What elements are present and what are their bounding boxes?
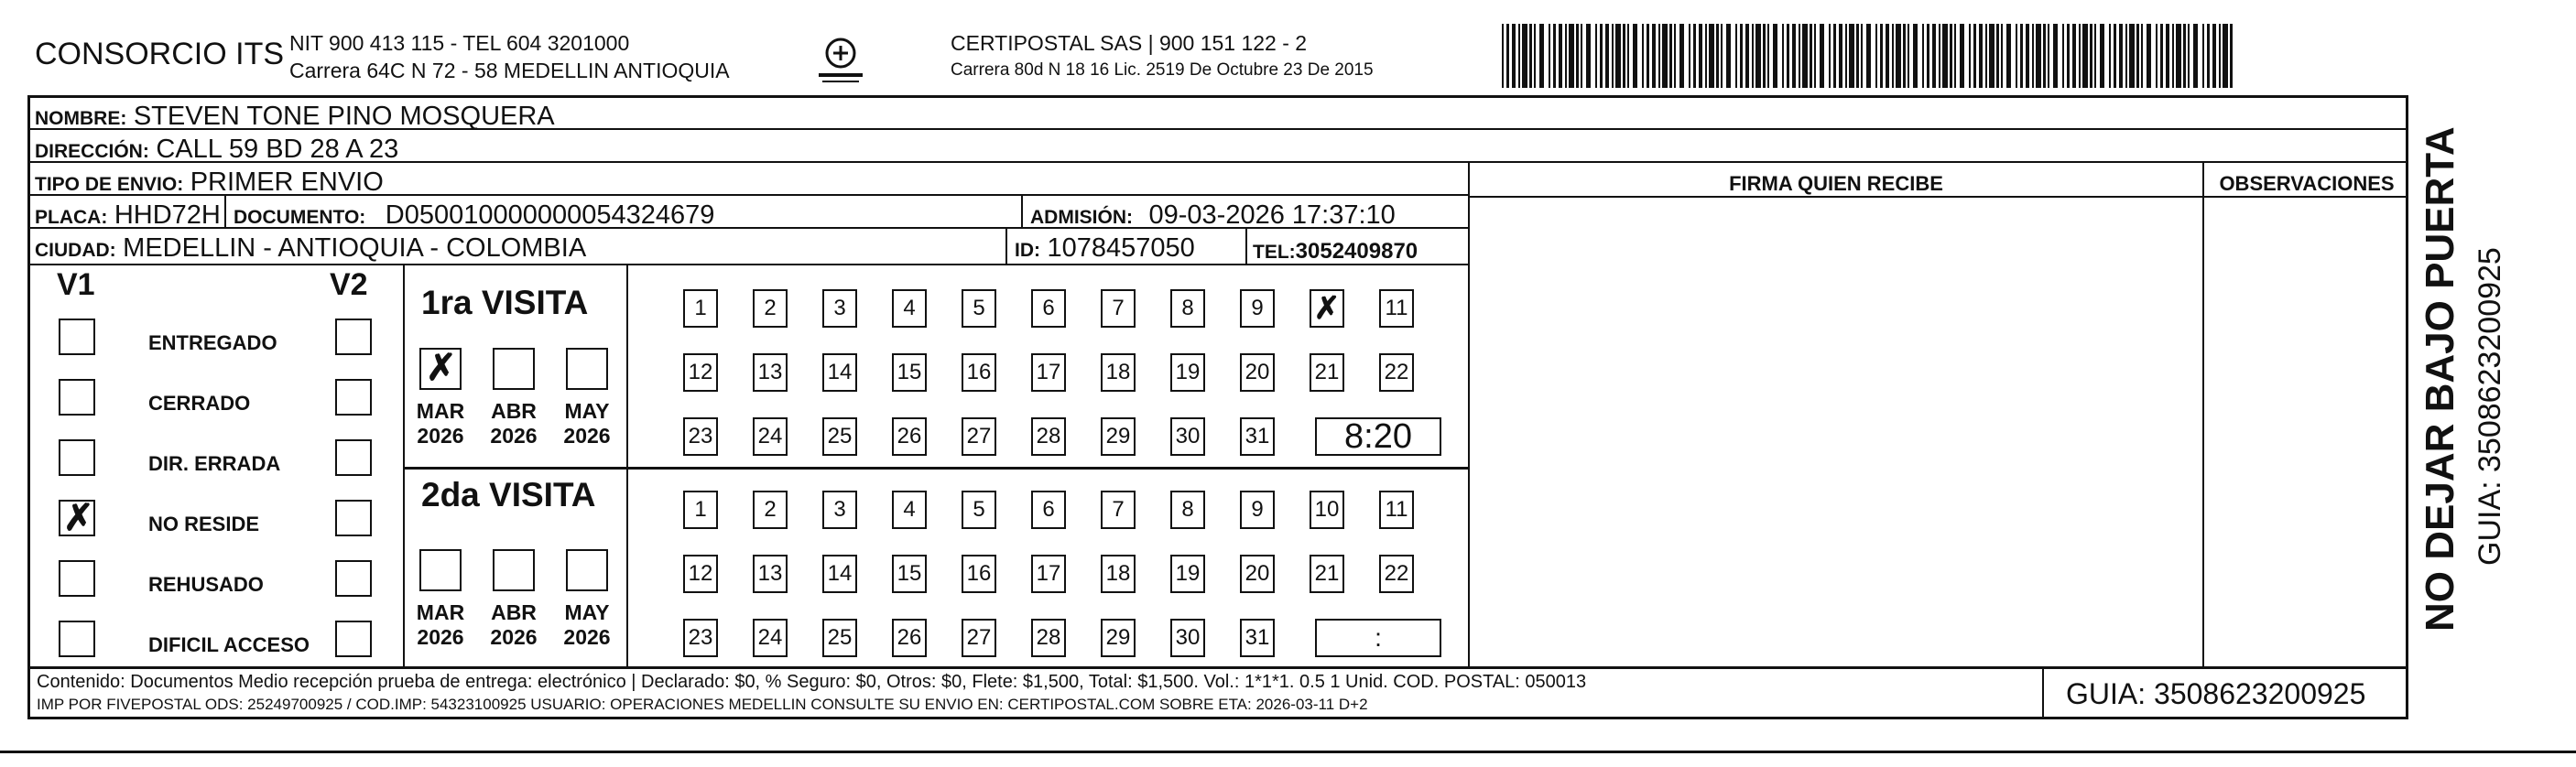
month-checkbox-abr[interactable] bbox=[493, 348, 535, 390]
day-box-28[interactable]: 28 bbox=[1031, 417, 1066, 456]
day-box-8[interactable]: 8 bbox=[1170, 491, 1205, 529]
status-label: CERRADO bbox=[148, 392, 251, 415]
day-box-24[interactable]: 24 bbox=[753, 619, 788, 657]
day-box-11[interactable]: 11 bbox=[1379, 491, 1414, 529]
day-box-7[interactable]: 7 bbox=[1101, 491, 1136, 529]
ciudad-label: CIUDAD: bbox=[35, 240, 116, 261]
month-label: ABR 2026 bbox=[490, 399, 538, 448]
obs-left-border bbox=[2202, 163, 2204, 666]
month-label: MAR 2026 bbox=[416, 600, 465, 649]
v2-checkbox-4[interactable] bbox=[335, 500, 372, 536]
tel-value: 3052409870 bbox=[1295, 239, 1418, 264]
status-area bbox=[27, 265, 405, 668]
day-box-13[interactable]: 13 bbox=[753, 555, 788, 593]
v2-checkbox-1[interactable] bbox=[335, 319, 372, 355]
day-box-15[interactable]: 15 bbox=[892, 555, 927, 593]
day-box-26[interactable]: 26 bbox=[892, 417, 927, 456]
second-visit-time[interactable]: : bbox=[1315, 619, 1441, 657]
month-checkbox-may[interactable] bbox=[566, 549, 608, 591]
month-checkbox-mar[interactable] bbox=[419, 348, 462, 390]
placa-row bbox=[27, 196, 1470, 229]
day-box-14[interactable]: 14 bbox=[822, 555, 857, 593]
day-box-10[interactable]: 10 bbox=[1310, 491, 1344, 529]
month-label: ABR 2026 bbox=[490, 600, 538, 649]
id-value: 1078457050 bbox=[1047, 233, 1195, 263]
day-box-6[interactable]: 6 bbox=[1031, 491, 1066, 529]
day-box-23[interactable]: 23 bbox=[683, 619, 718, 657]
day-box-9[interactable]: 9 bbox=[1240, 289, 1275, 328]
tipo-row bbox=[27, 163, 1470, 196]
day-box-19[interactable]: 19 bbox=[1170, 353, 1205, 392]
v1-checkbox-2[interactable] bbox=[59, 379, 95, 416]
day-box-4[interactable]: 4 bbox=[892, 491, 927, 529]
v1-checkbox-6[interactable] bbox=[59, 621, 95, 657]
day-box-27[interactable]: 27 bbox=[962, 619, 996, 657]
certipostal-logo-icon bbox=[811, 33, 870, 92]
day-box-14[interactable]: 14 bbox=[822, 353, 857, 392]
day-box-17[interactable]: 17 bbox=[1031, 353, 1066, 392]
status-label: REHUSADO bbox=[148, 573, 264, 596]
day-box-1[interactable]: 1 bbox=[683, 289, 718, 328]
month-label: MAY 2026 bbox=[563, 399, 611, 448]
day-box-21[interactable]: 21 bbox=[1310, 555, 1344, 593]
v1-checkbox-4[interactable] bbox=[59, 500, 95, 536]
day-box-12[interactable]: 12 bbox=[683, 353, 718, 392]
day-box-21[interactable]: 21 bbox=[1310, 353, 1344, 392]
day-box-12[interactable]: 12 bbox=[683, 555, 718, 593]
day-box-31[interactable]: 31 bbox=[1240, 417, 1275, 456]
carrier-license: Carrera 80d N 18 16 Lic. 2519 De Octubre 23 De 2015 bbox=[951, 60, 1374, 80]
day-box-18[interactable]: 18 bbox=[1101, 353, 1136, 392]
nombre-value: STEVEN TONE PINO MOSQUERA bbox=[133, 102, 555, 131]
day-box-16[interactable]: 16 bbox=[962, 353, 996, 392]
visit-divider bbox=[626, 265, 628, 668]
day-box-20[interactable]: 20 bbox=[1240, 555, 1275, 593]
v2-checkbox-5[interactable] bbox=[335, 560, 372, 597]
day-box-18[interactable]: 18 bbox=[1101, 555, 1136, 593]
day-box-7[interactable]: 7 bbox=[1101, 289, 1136, 328]
day-box-9[interactable]: 9 bbox=[1240, 491, 1275, 529]
day-box-17[interactable]: 17 bbox=[1031, 555, 1066, 593]
day-box-10[interactable] bbox=[1310, 289, 1344, 328]
day-box-25[interactable]: 25 bbox=[822, 417, 857, 456]
status-label: DIFICIL ACCESO bbox=[148, 633, 310, 656]
day-box-3[interactable]: 3 bbox=[822, 491, 857, 529]
placa-value: HHD72H bbox=[114, 200, 221, 230]
day-box-8[interactable]: 8 bbox=[1170, 289, 1205, 328]
day-box-23[interactable]: 23 bbox=[683, 417, 718, 456]
company-name: CONSORCIO ITS bbox=[35, 37, 285, 71]
second-visit-title: 2da VISITA bbox=[421, 476, 596, 513]
check-mark-icon: ✗ bbox=[63, 498, 94, 538]
status-label: NO RESIDE bbox=[148, 513, 260, 535]
footer-line2: IMP POR FIVEPOSTAL ODS: 25249700925 / COD.IMP: 54323100925 USUARIO: OPERACIONES MEDELLIN CONSULTE SU ENVIO EN: CERTIPOSTAL.COM SOBRE ETA: 2026-03-11 D+2 bbox=[37, 696, 1368, 713]
v2-checkbox-3[interactable] bbox=[335, 439, 372, 476]
status-label: ENTREGADO bbox=[148, 331, 277, 354]
month-checkbox-mar[interactable] bbox=[419, 549, 462, 591]
nit-line: NIT 900 413 115 - TEL 604 3201000 bbox=[289, 31, 630, 55]
tipo-label: TIPO DE ENVIO: bbox=[35, 174, 184, 195]
firma-divider bbox=[1470, 196, 2408, 198]
month-label: MAY 2026 bbox=[563, 600, 611, 649]
carrier-info bbox=[951, 29, 1374, 84]
documento-label: DOCUMENTO: bbox=[234, 207, 366, 228]
day-box-15[interactable]: 15 bbox=[892, 353, 927, 392]
firma-label: FIRMA QUIEN RECIBE bbox=[1729, 172, 1943, 195]
day-box-3[interactable]: 3 bbox=[822, 289, 857, 328]
month-label: MAR 2026 bbox=[416, 399, 465, 448]
day-box-31[interactable]: 31 bbox=[1240, 619, 1275, 657]
direccion-label: DIRECCIÓN: bbox=[35, 141, 149, 162]
day-box-2[interactable]: 2 bbox=[753, 289, 788, 328]
footer-guia: GUIA: 3508623200925 bbox=[2066, 677, 2366, 710]
check-mark-icon: ✗ bbox=[1313, 291, 1341, 326]
day-box-28[interactable]: 28 bbox=[1031, 619, 1066, 657]
day-box-5[interactable]: 5 bbox=[962, 289, 996, 328]
day-box-30[interactable]: 30 bbox=[1170, 417, 1205, 456]
day-box-22[interactable]: 22 bbox=[1379, 555, 1414, 593]
v2-checkbox-2[interactable] bbox=[335, 379, 372, 416]
day-box-2[interactable]: 2 bbox=[753, 491, 788, 529]
company-info bbox=[289, 29, 730, 84]
day-box-22[interactable]: 22 bbox=[1379, 353, 1414, 392]
id-label: ID: bbox=[1015, 240, 1040, 261]
page-bottom-edge bbox=[0, 751, 2576, 753]
status-label: DIR. ERRADA bbox=[148, 452, 281, 475]
first-visit-title: 1ra VISITA bbox=[421, 284, 589, 321]
day-box-4[interactable]: 4 bbox=[892, 289, 927, 328]
month-checkbox-may[interactable] bbox=[566, 348, 608, 390]
tipo-value: PRIMER ENVIO bbox=[190, 167, 384, 197]
company-address: Carrera 64C N 72 - 58 MEDELLIN ANTIOQUIA bbox=[289, 59, 730, 82]
side-notice: NO DEJAR BAJO PUERTA bbox=[2418, 126, 2462, 632]
placa-label: PLACA: bbox=[35, 207, 108, 228]
nombre-label: NOMBRE: bbox=[35, 108, 127, 129]
documento-value: D050010000000054324679 bbox=[385, 200, 715, 230]
direccion-row bbox=[27, 130, 2408, 163]
v1-checkbox-3[interactable] bbox=[59, 439, 95, 476]
nombre-row bbox=[27, 97, 2408, 130]
day-box-27[interactable]: 27 bbox=[962, 417, 996, 456]
admision-label: ADMISIÓN: bbox=[1030, 207, 1133, 228]
v2-heading: V2 bbox=[330, 267, 368, 302]
v2-checkbox-6[interactable] bbox=[335, 621, 372, 657]
observaciones-label: OBSERVACIONES bbox=[2219, 172, 2395, 195]
day-box-5[interactable]: 5 bbox=[962, 491, 996, 529]
day-box-13[interactable]: 13 bbox=[753, 353, 788, 392]
check-mark-icon: ✗ bbox=[426, 348, 457, 388]
direccion-value: CALL 59 BD 28 A 23 bbox=[156, 135, 399, 164]
day-box-24[interactable]: 24 bbox=[753, 417, 788, 456]
day-box-19[interactable]: 19 bbox=[1170, 555, 1205, 593]
carrier-line: CERTIPOSTAL SAS | 900 151 122 - 2 bbox=[951, 31, 1308, 55]
day-box-1[interactable]: 1 bbox=[683, 491, 718, 529]
day-box-26[interactable]: 26 bbox=[892, 619, 927, 657]
day-box-11[interactable]: 11 bbox=[1379, 289, 1414, 328]
day-box-29[interactable]: 29 bbox=[1101, 417, 1136, 456]
ciudad-row bbox=[27, 229, 1470, 265]
ciudad-value: MEDELLIN - ANTIOQUIA - COLOMBIA bbox=[123, 233, 587, 263]
admision-value: 09-03-2026 17:37:10 bbox=[1148, 200, 1396, 230]
month-checkbox-abr[interactable] bbox=[493, 549, 535, 591]
first-visit-time[interactable]: 8:20 bbox=[1315, 417, 1441, 456]
day-box-29[interactable]: 29 bbox=[1101, 619, 1136, 657]
day-box-16[interactable]: 16 bbox=[962, 555, 996, 593]
tel-label: TEL: bbox=[1253, 242, 1296, 263]
v1-checkbox-5[interactable] bbox=[59, 560, 95, 597]
day-box-25[interactable]: 25 bbox=[822, 619, 857, 657]
day-box-30[interactable]: 30 bbox=[1170, 619, 1205, 657]
barcode bbox=[1502, 24, 2234, 88]
v1-heading: V1 bbox=[57, 267, 95, 302]
side-guia: GUIA: 3508623200925 bbox=[2473, 247, 2507, 566]
day-box-6[interactable]: 6 bbox=[1031, 289, 1066, 328]
day-box-20[interactable]: 20 bbox=[1240, 353, 1275, 392]
footer-line1: Contenido: Documentos Medio recepción prueba de entrega: electrónico | Declarado: $0, % Seguro: $0, Otros: $0, Flete: $1,500, Total: $1,500. Vol.: 1*1*1. 0.5 1 Unid. COD. POSTAL: 050013 bbox=[37, 672, 1587, 692]
v1-checkbox-1[interactable] bbox=[59, 319, 95, 355]
